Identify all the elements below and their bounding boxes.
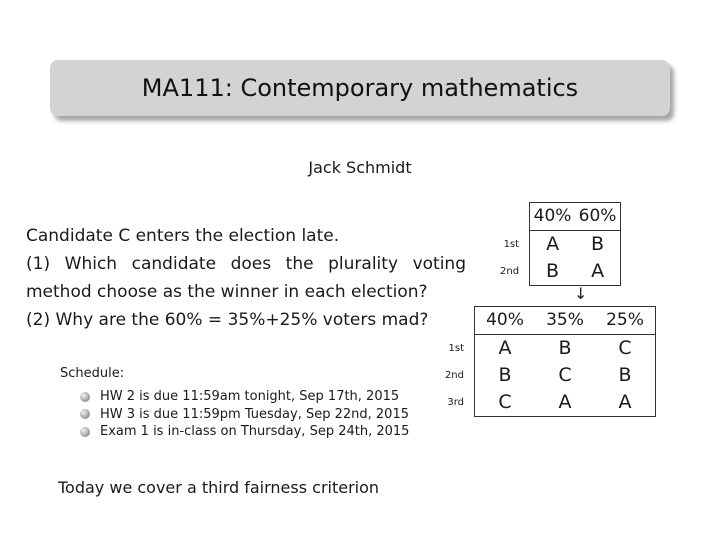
problem-statement [26,222,466,334]
table-cell: A [535,389,595,417]
table-cell: A [595,389,656,417]
preference-table-after [438,306,656,417]
schedule-list [80,388,409,441]
table-cell: C [475,389,536,417]
schedule-label: Schedule: [60,366,125,381]
title-box [50,60,670,116]
table-header-row [438,307,656,335]
list-item [80,388,409,406]
schedule-item-text: HW 3 is due 11:59pm Tuesday, Sep 22nd, 2015 [100,406,409,422]
header-cell: 60% [575,203,621,231]
table-row [438,362,656,389]
schedule-item-text: Exam 1 is in-class on Thursday, Sep 24th, 2015 [100,424,410,439]
preference-table-before [500,202,621,286]
today-topic: Today we cover a third fairness criterion [58,478,380,497]
bullet-icon [80,392,90,402]
rank-label: 1st [448,342,464,354]
table-cell: A [575,258,621,286]
header-cell: 40% [530,203,576,231]
rank-label: 2nd [444,370,464,381]
problem-line-1: Candidate C enters the election late. [26,226,340,246]
list-item [80,406,409,424]
bullet-icon [80,409,90,419]
table-cell: B [475,362,536,389]
bullet-icon [80,427,90,437]
author-name: Jack Schmidt [308,158,412,177]
table-row [500,258,621,286]
table-row [500,231,621,259]
header-cell: 25% [595,307,656,335]
rank-label: 2nd [500,266,520,278]
table-cell: C [595,335,656,363]
table-row [438,389,656,417]
schedule-item-text: HW 2 is due 11:59am tonight, Sep 17th, 2015 [100,389,400,404]
header-cell: 35% [535,307,595,335]
table-cell: B [575,231,621,259]
table-header-row [500,203,621,231]
table-cell: B [558,337,572,359]
list-item [80,423,409,441]
slide-title: MA111: Contemporary mathematics [141,74,579,102]
table-cell: A [475,335,536,363]
table-row [438,335,656,363]
problem-line-3: method choose as the winner in each election? [26,282,428,302]
header-cell: 40% [475,307,536,335]
table-cell: A [530,231,576,259]
rank-label: 3rd [447,397,464,409]
table-cell: B [530,258,576,286]
table-cell: B [595,362,656,389]
down-arrow-icon: ↓ [574,284,588,303]
problem-line-2: (1) Which candidate does the plurality voting [26,254,466,274]
table-cell: C [558,364,572,386]
problem-line-4: (2) Why are the 60% = 35%+25% voters mad? [26,310,429,330]
rank-label: 1st [503,238,520,250]
